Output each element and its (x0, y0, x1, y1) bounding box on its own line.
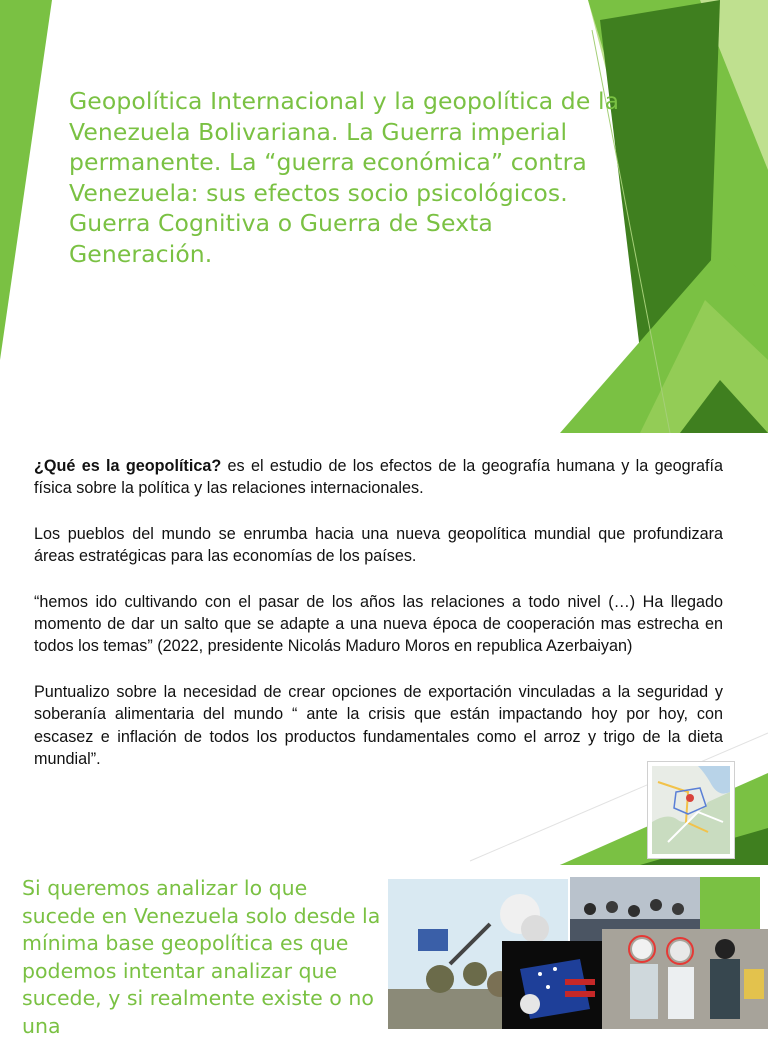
map-icon (648, 762, 734, 858)
content-slide (0, 433, 768, 865)
analysis-text: Si queremos analizar lo que sucede en Venezuela solo desde la mínima base geopolítica es que podemos intentar analizar que sucede, y si realmente existe o no una (22, 876, 381, 1038)
slide-body (34, 455, 723, 793)
paragraph-peoples: Los pueblos del mundo se enrumba hacia una nueva geopolítica mundial que profundizara áreas estratégicas para las economías de los países. (34, 524, 723, 566)
paragraph-quote: “hemos ido cultivando con el pasar de los años las relaciones a todo nivel (…) Ha llegado momento de dar un salto que se adapte a una nueva época de cooperación mas estrecha en todos los temas” (2022, presidente Nicolás Maduro Moros en republica Azerbaiyan) (34, 592, 723, 656)
map-thumbnail (648, 762, 734, 858)
analysis-slide (0, 865, 768, 1038)
definition-text: es el estudio de los efectos de la geografía humana y la geografía física sobre la política y las relaciones internacionales. (34, 457, 723, 498)
green-tile (700, 877, 760, 937)
eagle-flag-image (502, 941, 602, 1029)
definition-question: ¿Qué es la geopolítica? (34, 457, 222, 475)
slide-title: Geopolítica Internacional y la geopolítica de la Venezuela Bolivariana. La Guerra imperial permanente. La “guerra económica” contra Venezuela: sus efectos socio psicológicos. Guerra Cognitiva o Guerra de Sexta Generación. (69, 87, 620, 268)
photo-collage (380, 869, 768, 1029)
paragraph-exports: Puntualizo sobre la necesidad de crear opciones de exportación vinculadas a la seguridad y soberanía alimentaria del mundo “ ante la crisis que están impactando hoy por hoy, con escasez e inflación de todos los productos fundamentales como el arroz y trigo de la dieta mundial”. (34, 682, 723, 769)
paragraph-definition (34, 455, 723, 500)
protest-photo (602, 929, 768, 1029)
title-slide (0, 0, 768, 433)
